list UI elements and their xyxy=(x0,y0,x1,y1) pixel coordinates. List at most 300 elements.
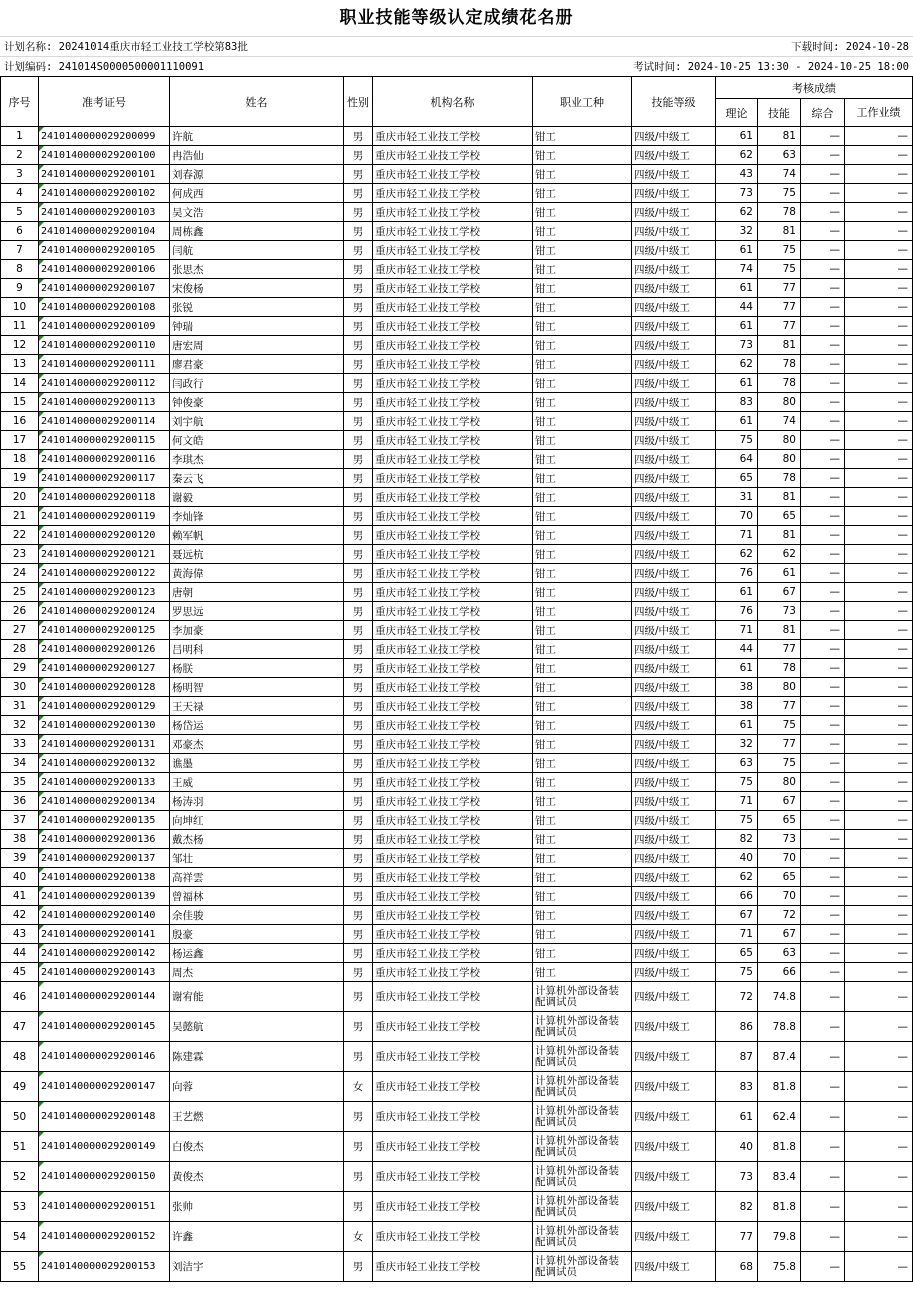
cell-ticket: 2410140000029200122 xyxy=(39,564,170,583)
cell-level: 四级/中级工 xyxy=(632,849,716,868)
cell-job: 计算机外部设备装配调试员 xyxy=(533,1222,632,1252)
table-row xyxy=(1,1102,913,1132)
cell-overall: — xyxy=(801,203,845,222)
cell-overall: — xyxy=(801,507,845,526)
cell-skill: 83.4 xyxy=(758,1162,801,1192)
cell-overall: — xyxy=(801,165,845,184)
cell-org: 重庆市轻工业技工学校 xyxy=(373,1042,533,1072)
cell-work: — xyxy=(845,260,913,279)
table-row xyxy=(1,773,913,792)
cell-skill: 80 xyxy=(758,393,801,412)
cell-skill: 78 xyxy=(758,355,801,374)
cell-org: 重庆市轻工业技工学校 xyxy=(373,488,533,507)
table-row xyxy=(1,716,913,735)
cell-ticket: 2410140000029200145 xyxy=(39,1012,170,1042)
cell-ticket: 2410140000029200125 xyxy=(39,621,170,640)
cell-overall: — xyxy=(801,336,845,355)
cell-seq: 5 xyxy=(1,203,39,222)
cell-overall: — xyxy=(801,1162,845,1192)
cell-seq: 9 xyxy=(1,279,39,298)
cell-name: 张思杰 xyxy=(170,260,344,279)
cell-job: 计算机外部设备装配调试员 xyxy=(533,1072,632,1102)
cell-name: 吴懿航 xyxy=(170,1012,344,1042)
cell-org: 重庆市轻工业技工学校 xyxy=(373,602,533,621)
cell-job: 钳工 xyxy=(533,127,632,146)
cell-work: — xyxy=(845,1132,913,1162)
cell-job: 钳工 xyxy=(533,469,632,488)
cell-seq: 36 xyxy=(1,792,39,811)
cell-gender: 女 xyxy=(344,1222,373,1252)
cell-overall: — xyxy=(801,773,845,792)
cell-gender: 男 xyxy=(344,241,373,260)
cell-ticket: 2410140000029200103 xyxy=(39,203,170,222)
cell-ticket: 2410140000029200150 xyxy=(39,1162,170,1192)
cell-level: 四级/中级工 xyxy=(632,906,716,925)
cell-theory: 61 xyxy=(716,127,758,146)
cell-seq: 10 xyxy=(1,298,39,317)
cell-overall: — xyxy=(801,868,845,887)
cell-job: 钳工 xyxy=(533,583,632,602)
cell-level: 四级/中级工 xyxy=(632,1162,716,1192)
cell-name: 余佳骏 xyxy=(170,906,344,925)
cell-skill: 63 xyxy=(758,944,801,963)
cell-work: — xyxy=(845,906,913,925)
cell-theory: 71 xyxy=(716,621,758,640)
cell-job: 钳工 xyxy=(533,697,632,716)
cell-level: 四级/中级工 xyxy=(632,1012,716,1042)
cell-job: 计算机外部设备装配调试员 xyxy=(533,1012,632,1042)
cell-seq: 52 xyxy=(1,1162,39,1192)
cell-ticket: 2410140000029200151 xyxy=(39,1192,170,1222)
cell-work: — xyxy=(845,165,913,184)
cell-level: 四级/中级工 xyxy=(632,545,716,564)
cell-work: — xyxy=(845,241,913,260)
cell-gender: 男 xyxy=(344,1252,373,1282)
cell-level: 四级/中级工 xyxy=(632,1132,716,1162)
table-row xyxy=(1,507,913,526)
cell-gender: 男 xyxy=(344,431,373,450)
cell-org: 重庆市轻工业技工学校 xyxy=(373,944,533,963)
cell-job: 钳工 xyxy=(533,507,632,526)
cell-skill: 78 xyxy=(758,469,801,488)
cell-overall: — xyxy=(801,583,845,602)
table-row xyxy=(1,393,913,412)
cell-name: 黄俊杰 xyxy=(170,1162,344,1192)
cell-gender: 男 xyxy=(344,621,373,640)
cell-gender: 男 xyxy=(344,583,373,602)
cell-org: 重庆市轻工业技工学校 xyxy=(373,754,533,773)
table-row xyxy=(1,526,913,545)
cell-name: 邹壮 xyxy=(170,849,344,868)
cell-theory: 61 xyxy=(716,374,758,393)
cell-work: — xyxy=(845,849,913,868)
cell-gender: 男 xyxy=(344,887,373,906)
cell-ticket: 2410140000029200104 xyxy=(39,222,170,241)
cell-work: — xyxy=(845,488,913,507)
cell-ticket: 2410140000029200126 xyxy=(39,640,170,659)
cell-seq: 55 xyxy=(1,1252,39,1282)
cell-overall: — xyxy=(801,830,845,849)
cell-name: 闫政行 xyxy=(170,374,344,393)
cell-level: 四级/中级工 xyxy=(632,1192,716,1222)
cell-job: 钳工 xyxy=(533,602,632,621)
cell-skill: 75 xyxy=(758,241,801,260)
cell-job: 钳工 xyxy=(533,963,632,982)
cell-job: 钳工 xyxy=(533,412,632,431)
plan-code: 计划编码: 241014S0000500001110091 xyxy=(4,61,205,73)
cell-gender: 男 xyxy=(344,146,373,165)
cell-level: 四级/中级工 xyxy=(632,165,716,184)
cell-skill: 75 xyxy=(758,184,801,203)
cell-org: 重庆市轻工业技工学校 xyxy=(373,526,533,545)
cell-gender: 男 xyxy=(344,925,373,944)
cell-gender: 男 xyxy=(344,127,373,146)
cell-ticket: 2410140000029200106 xyxy=(39,260,170,279)
cell-org: 重庆市轻工业技工学校 xyxy=(373,868,533,887)
cell-level: 四级/中级工 xyxy=(632,963,716,982)
cell-job: 钳工 xyxy=(533,222,632,241)
cell-level: 四级/中级工 xyxy=(632,1072,716,1102)
cell-work: — xyxy=(845,127,913,146)
cell-overall: — xyxy=(801,564,845,583)
cell-seq: 38 xyxy=(1,830,39,849)
cell-ticket: 2410140000029200119 xyxy=(39,507,170,526)
cell-level: 四级/中级工 xyxy=(632,507,716,526)
cell-seq: 25 xyxy=(1,583,39,602)
cell-work: — xyxy=(845,811,913,830)
cell-job: 钳工 xyxy=(533,659,632,678)
cell-job: 钳工 xyxy=(533,773,632,792)
cell-level: 四级/中级工 xyxy=(632,298,716,317)
cell-level: 四级/中级工 xyxy=(632,127,716,146)
cell-name: 高祥雲 xyxy=(170,868,344,887)
cell-theory: 74 xyxy=(716,260,758,279)
cell-skill: 81.8 xyxy=(758,1192,801,1222)
header-level: 技能等级 xyxy=(632,77,716,127)
cell-ticket: 2410140000029200118 xyxy=(39,488,170,507)
cell-gender: 男 xyxy=(344,906,373,925)
table-row xyxy=(1,374,913,393)
cell-seq: 54 xyxy=(1,1222,39,1252)
cell-name: 周杰 xyxy=(170,963,344,982)
cell-seq: 51 xyxy=(1,1132,39,1162)
cell-seq: 33 xyxy=(1,735,39,754)
table-row xyxy=(1,792,913,811)
cell-seq: 6 xyxy=(1,222,39,241)
cell-ticket: 2410140000029200137 xyxy=(39,849,170,868)
cell-level: 四级/中级工 xyxy=(632,336,716,355)
cell-gender: 男 xyxy=(344,1192,373,1222)
cell-org: 重庆市轻工业技工学校 xyxy=(373,906,533,925)
table-row xyxy=(1,621,913,640)
cell-org: 重庆市轻工业技工学校 xyxy=(373,393,533,412)
cell-work: — xyxy=(845,393,913,412)
cell-level: 四级/中级工 xyxy=(632,222,716,241)
cell-theory: 38 xyxy=(716,678,758,697)
cell-org: 重庆市轻工业技工学校 xyxy=(373,564,533,583)
cell-skill: 63 xyxy=(758,146,801,165)
cell-gender: 男 xyxy=(344,165,373,184)
cell-ticket: 2410140000029200128 xyxy=(39,678,170,697)
cell-gender: 男 xyxy=(344,1132,373,1162)
cell-theory: 40 xyxy=(716,1132,758,1162)
cell-ticket: 2410140000029200116 xyxy=(39,450,170,469)
cell-theory: 65 xyxy=(716,944,758,963)
cell-job: 计算机外部设备装配调试员 xyxy=(533,1132,632,1162)
cell-org: 重庆市轻工业技工学校 xyxy=(373,184,533,203)
cell-seq: 44 xyxy=(1,944,39,963)
cell-ticket: 2410140000029200111 xyxy=(39,355,170,374)
cell-name: 唐宏周 xyxy=(170,336,344,355)
cell-skill: 67 xyxy=(758,583,801,602)
table-row xyxy=(1,317,913,336)
cell-ticket: 2410140000029200132 xyxy=(39,754,170,773)
cell-theory: 31 xyxy=(716,488,758,507)
cell-skill: 74 xyxy=(758,165,801,184)
cell-overall: — xyxy=(801,640,845,659)
cell-overall: — xyxy=(801,279,845,298)
cell-skill: 81.8 xyxy=(758,1072,801,1102)
cell-ticket: 2410140000029200113 xyxy=(39,393,170,412)
cell-work: — xyxy=(845,355,913,374)
cell-seq: 8 xyxy=(1,260,39,279)
cell-seq: 24 xyxy=(1,564,39,583)
cell-skill: 73 xyxy=(758,602,801,621)
cell-name: 刘宇航 xyxy=(170,412,344,431)
cell-level: 四级/中级工 xyxy=(632,431,716,450)
cell-skill: 81.8 xyxy=(758,1132,801,1162)
cell-gender: 男 xyxy=(344,203,373,222)
cell-job: 计算机外部设备装配调试员 xyxy=(533,1252,632,1282)
cell-seq: 41 xyxy=(1,887,39,906)
cell-work: — xyxy=(845,1252,913,1282)
cell-org: 重庆市轻工业技工学校 xyxy=(373,431,533,450)
header-seq: 序号 xyxy=(1,77,39,127)
cell-gender: 男 xyxy=(344,640,373,659)
cell-job: 钳工 xyxy=(533,811,632,830)
cell-work: — xyxy=(845,146,913,165)
cell-name: 杨运鑫 xyxy=(170,944,344,963)
cell-job: 钳工 xyxy=(533,184,632,203)
cell-org: 重庆市轻工业技工学校 xyxy=(373,317,533,336)
cell-overall: — xyxy=(801,735,845,754)
cell-job: 钳工 xyxy=(533,868,632,887)
cell-org: 重庆市轻工业技工学校 xyxy=(373,165,533,184)
cell-job: 钳工 xyxy=(533,564,632,583)
cell-org: 重庆市轻工业技工学校 xyxy=(373,1252,533,1282)
cell-job: 钳工 xyxy=(533,640,632,659)
cell-seq: 49 xyxy=(1,1072,39,1102)
cell-work: — xyxy=(845,1012,913,1042)
cell-name: 李灿锋 xyxy=(170,507,344,526)
cell-level: 四级/中级工 xyxy=(632,811,716,830)
header-org: 机构名称 xyxy=(373,77,533,127)
cell-job: 计算机外部设备装配调试员 xyxy=(533,1162,632,1192)
cell-seq: 17 xyxy=(1,431,39,450)
cell-skill: 80 xyxy=(758,450,801,469)
cell-gender: 男 xyxy=(344,298,373,317)
cell-overall: — xyxy=(801,1192,845,1222)
cell-gender: 男 xyxy=(344,678,373,697)
cell-level: 四级/中级工 xyxy=(632,488,716,507)
cell-job: 钳工 xyxy=(533,678,632,697)
cell-level: 四级/中级工 xyxy=(632,241,716,260)
cell-job: 钳工 xyxy=(533,431,632,450)
table-row xyxy=(1,1132,913,1162)
cell-gender: 男 xyxy=(344,184,373,203)
cell-seq: 20 xyxy=(1,488,39,507)
cell-work: — xyxy=(845,1192,913,1222)
cell-work: — xyxy=(845,1042,913,1072)
table-row xyxy=(1,1012,913,1042)
table-row xyxy=(1,1222,913,1252)
table-row xyxy=(1,678,913,697)
table-row xyxy=(1,754,913,773)
cell-job: 计算机外部设备装配调试员 xyxy=(533,1192,632,1222)
header-work: 工作业绩 xyxy=(845,99,913,127)
cell-name: 黄海偉 xyxy=(170,564,344,583)
cell-job: 钳工 xyxy=(533,735,632,754)
cell-seq: 53 xyxy=(1,1192,39,1222)
cell-org: 重庆市轻工业技工学校 xyxy=(373,1072,533,1102)
cell-org: 重庆市轻工业技工学校 xyxy=(373,735,533,754)
cell-theory: 61 xyxy=(716,412,758,431)
cell-gender: 男 xyxy=(344,982,373,1012)
cell-theory: 71 xyxy=(716,792,758,811)
header-theory: 理论 xyxy=(716,99,758,127)
cell-org: 重庆市轻工业技工学校 xyxy=(373,1132,533,1162)
cell-name: 宋俊杨 xyxy=(170,279,344,298)
cell-org: 重庆市轻工业技工学校 xyxy=(373,412,533,431)
cell-level: 四级/中级工 xyxy=(632,393,716,412)
cell-work: — xyxy=(845,336,913,355)
table-row xyxy=(1,203,913,222)
table-row xyxy=(1,887,913,906)
cell-ticket: 2410140000029200109 xyxy=(39,317,170,336)
cell-work: — xyxy=(845,469,913,488)
table-row xyxy=(1,583,913,602)
cell-theory: 83 xyxy=(716,1072,758,1102)
cell-job: 计算机外部设备装配调试员 xyxy=(533,1042,632,1072)
cell-ticket: 2410140000029200127 xyxy=(39,659,170,678)
cell-ticket: 2410140000029200108 xyxy=(39,298,170,317)
cell-seq: 7 xyxy=(1,241,39,260)
cell-ticket: 2410140000029200123 xyxy=(39,583,170,602)
header-row-1 xyxy=(1,77,913,99)
cell-ticket: 2410140000029200112 xyxy=(39,374,170,393)
table-row xyxy=(1,868,913,887)
cell-name: 罗思远 xyxy=(170,602,344,621)
cell-overall: — xyxy=(801,811,845,830)
cell-skill: 80 xyxy=(758,773,801,792)
cell-level: 四级/中级工 xyxy=(632,982,716,1012)
cell-ticket: 2410140000029200144 xyxy=(39,982,170,1012)
cell-theory: 77 xyxy=(716,1222,758,1252)
cell-overall: — xyxy=(801,393,845,412)
table-row xyxy=(1,165,913,184)
cell-overall: — xyxy=(801,697,845,716)
cell-theory: 62 xyxy=(716,545,758,564)
cell-ticket: 2410140000029200120 xyxy=(39,526,170,545)
cell-name: 何文皓 xyxy=(170,431,344,450)
cell-work: — xyxy=(845,1162,913,1192)
cell-seq: 27 xyxy=(1,621,39,640)
cell-gender: 男 xyxy=(344,849,373,868)
cell-ticket: 2410140000029200130 xyxy=(39,716,170,735)
cell-level: 四级/中级工 xyxy=(632,279,716,298)
cell-theory: 71 xyxy=(716,925,758,944)
cell-org: 重庆市轻工业技工学校 xyxy=(373,1192,533,1222)
cell-ticket: 2410140000029200115 xyxy=(39,431,170,450)
cell-overall: — xyxy=(801,298,845,317)
cell-job: 计算机外部设备装配调试员 xyxy=(533,1102,632,1132)
cell-gender: 男 xyxy=(344,317,373,336)
cell-work: — xyxy=(845,792,913,811)
cell-name: 唐朝 xyxy=(170,583,344,602)
table-row xyxy=(1,298,913,317)
cell-skill: 62.4 xyxy=(758,1102,801,1132)
cell-job: 钳工 xyxy=(533,906,632,925)
cell-skill: 70 xyxy=(758,849,801,868)
cell-overall: — xyxy=(801,1252,845,1282)
cell-job: 钳工 xyxy=(533,849,632,868)
table-row xyxy=(1,811,913,830)
cell-overall: — xyxy=(801,1222,845,1252)
cell-name: 张帅 xyxy=(170,1192,344,1222)
cell-overall: — xyxy=(801,450,845,469)
cell-work: — xyxy=(845,678,913,697)
cell-work: — xyxy=(845,526,913,545)
cell-level: 四级/中级工 xyxy=(632,640,716,659)
cell-ticket: 2410140000029200138 xyxy=(39,868,170,887)
cell-work: — xyxy=(845,564,913,583)
cell-ticket: 2410140000029200110 xyxy=(39,336,170,355)
cell-name: 钟俊豪 xyxy=(170,393,344,412)
cell-org: 重庆市轻工业技工学校 xyxy=(373,830,533,849)
cell-theory: 62 xyxy=(716,355,758,374)
cell-gender: 男 xyxy=(344,716,373,735)
cell-theory: 83 xyxy=(716,393,758,412)
cell-theory: 73 xyxy=(716,184,758,203)
cell-overall: — xyxy=(801,887,845,906)
table-row xyxy=(1,1162,913,1192)
table-row xyxy=(1,146,913,165)
header-name: 姓名 xyxy=(170,77,344,127)
table-row xyxy=(1,697,913,716)
cell-skill: 75 xyxy=(758,754,801,773)
cell-job: 钳工 xyxy=(533,526,632,545)
cell-name: 冉浩仙 xyxy=(170,146,344,165)
plan-name: 计划名称: 20241014重庆市轻工业技工学校第83批 xyxy=(4,41,248,53)
cell-org: 重庆市轻工业技工学校 xyxy=(373,279,533,298)
cell-org: 重庆市轻工业技工学校 xyxy=(373,678,533,697)
cell-seq: 12 xyxy=(1,336,39,355)
cell-work: — xyxy=(845,507,913,526)
table-row xyxy=(1,830,913,849)
meta-row-2 xyxy=(0,56,913,76)
cell-seq: 15 xyxy=(1,393,39,412)
cell-theory: 44 xyxy=(716,298,758,317)
cell-seq: 4 xyxy=(1,184,39,203)
cell-skill: 75 xyxy=(758,716,801,735)
cell-overall: — xyxy=(801,488,845,507)
cell-level: 四级/中级工 xyxy=(632,773,716,792)
cell-name: 许航 xyxy=(170,127,344,146)
cell-overall: — xyxy=(801,545,845,564)
cell-skill: 74 xyxy=(758,412,801,431)
cell-work: — xyxy=(845,317,913,336)
cell-gender: 男 xyxy=(344,469,373,488)
